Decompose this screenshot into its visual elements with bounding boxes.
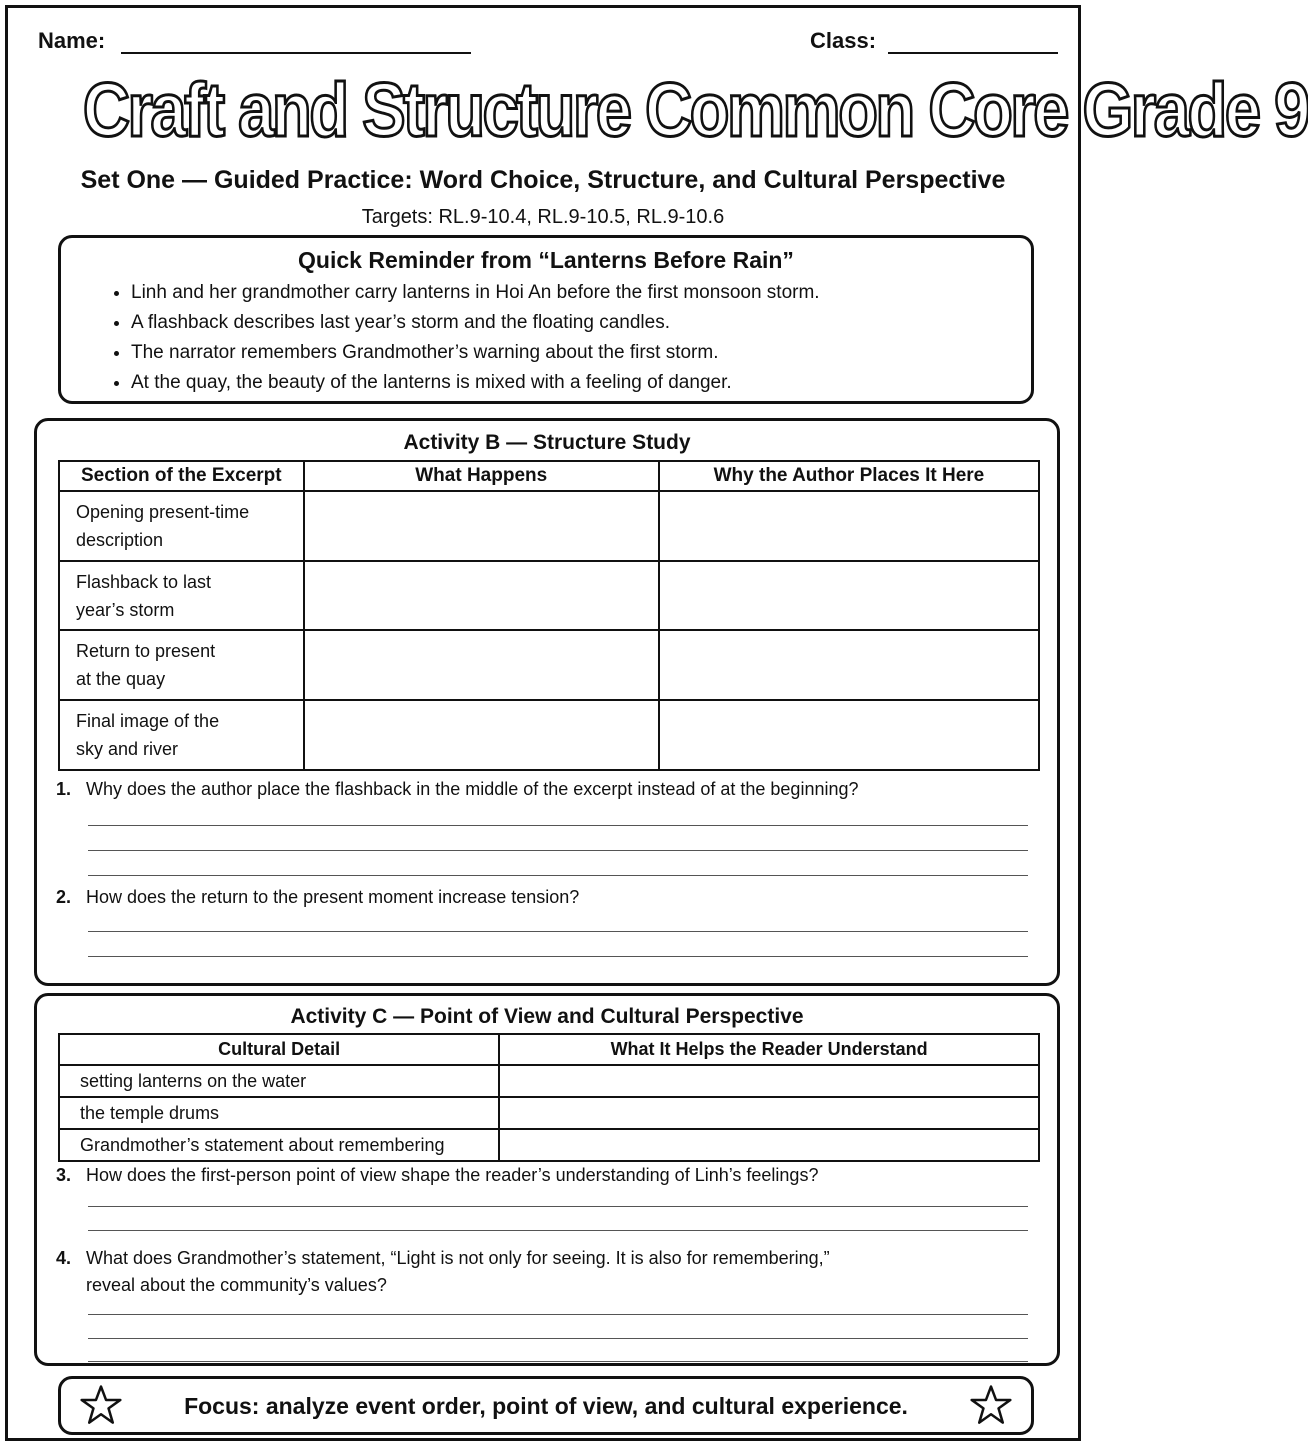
column-header: Cultural Detail	[59, 1034, 499, 1065]
table-row	[59, 1129, 1039, 1161]
cultural-table	[58, 1033, 1040, 1162]
question-2: 2. How does the return to the present moment increase tension?	[56, 887, 580, 907]
name-field[interactable]	[38, 28, 471, 54]
standards-targets: Targets: RL.9-10.4, RL.9-10.5, RL.9-10.6	[361, 206, 725, 228]
worksheet-title: Craft and Structure Common Core Grade 9	[82, 68, 1308, 153]
why-placed-cell[interactable]	[659, 491, 1039, 561]
worksheet-page	[5, 5, 1308, 1441]
column-header: Why the Author Places It Here	[659, 461, 1039, 491]
star-icon	[80, 1384, 122, 1426]
reader-understand-cell[interactable]	[499, 1129, 1039, 1161]
reminder-item: • A flashback describes last year’s storm and the floating candles.	[131, 308, 1031, 338]
class-field[interactable]	[810, 28, 1058, 54]
table-row	[59, 491, 1039, 561]
why-placed-cell[interactable]	[659, 561, 1039, 630]
answer-line[interactable]	[88, 1338, 1028, 1339]
class-label: Class:	[810, 28, 877, 53]
cultural-detail-cell: setting lanterns on the water	[59, 1065, 499, 1097]
table-row	[59, 700, 1039, 770]
column-header: What Happens	[304, 461, 659, 491]
table-row	[59, 1097, 1039, 1129]
reminder-title: Quick Reminder from “Lanterns Before Rain”	[298, 247, 794, 273]
answer-line[interactable]	[88, 825, 1028, 826]
worksheet-subtitle: Set One — Guided Practice: Word Choice, Structure, and Cultural Perspective	[80, 166, 1006, 194]
star-icon	[970, 1384, 1012, 1426]
what-happens-cell[interactable]	[304, 630, 659, 700]
why-placed-cell[interactable]	[659, 630, 1039, 700]
reminder-item: • At the quay, the beauty of the lanterns is mixed with a feeling of danger.	[131, 368, 1031, 398]
activity-c-title: Activity C — Point of View and Cultural Perspective	[290, 1005, 804, 1028]
reader-understand-cell[interactable]	[499, 1065, 1039, 1097]
what-happens-cell[interactable]	[304, 700, 659, 770]
answer-line[interactable]	[88, 1314, 1028, 1315]
reminder-list	[61, 278, 1031, 398]
reminder-box	[58, 235, 1034, 404]
name-label: Name:	[38, 28, 106, 53]
reader-understand-cell[interactable]	[499, 1097, 1039, 1129]
answer-line[interactable]	[88, 1206, 1028, 1207]
section-cell: Flashback to last year’s storm	[59, 561, 304, 630]
focus-box	[58, 1376, 1034, 1435]
section-cell: Opening present-time description	[59, 491, 304, 561]
question-1: 1. Why does the author place the flashback in the middle of the excerpt instead of at the beginning?	[56, 779, 859, 799]
question-4: 4. What does Grandmother’s statement, “Light is not only for seeing. It is also for remembering,” reveal about the community’s values?	[56, 1248, 830, 1295]
activity-b-title: Activity B — Structure Study	[403, 431, 691, 454]
reminder-item: • Linh and her grandmother carry lanterns in Hoi An before the first monsoon storm.	[131, 278, 1031, 308]
what-happens-cell[interactable]	[304, 491, 659, 561]
answer-line[interactable]	[88, 1230, 1028, 1231]
cultural-detail-cell: Grandmother’s statement about remembering	[59, 1129, 499, 1161]
structure-table	[58, 460, 1040, 771]
question-3: 3. How does the first-person point of view shape the reader’s understanding of Linh’s feelings?	[56, 1165, 819, 1185]
table-row	[59, 630, 1039, 700]
column-header: Section of the Excerpt	[59, 461, 304, 491]
section-cell: Return to present at the quay	[59, 630, 304, 700]
what-happens-cell[interactable]	[304, 561, 659, 630]
answer-line[interactable]	[88, 931, 1028, 932]
section-cell: Final image of the sky and river	[59, 700, 304, 770]
reminder-item: • The narrator remembers Grandmother’s warning about the first storm.	[131, 338, 1031, 368]
answer-line[interactable]	[88, 850, 1028, 851]
why-placed-cell[interactable]	[659, 700, 1039, 770]
answer-line[interactable]	[88, 875, 1028, 876]
table-row	[59, 1065, 1039, 1097]
table-row	[59, 561, 1039, 630]
class-blank[interactable]	[888, 28, 1058, 54]
focus-text: Focus: analyze event order, point of view, and cultural experience.	[184, 1393, 908, 1419]
cultural-detail-cell: the temple drums	[59, 1097, 499, 1129]
answer-line[interactable]	[88, 1361, 1028, 1362]
column-header: What It Helps the Reader Understand	[499, 1034, 1039, 1065]
name-blank[interactable]	[121, 28, 471, 54]
answer-line[interactable]	[88, 956, 1028, 957]
